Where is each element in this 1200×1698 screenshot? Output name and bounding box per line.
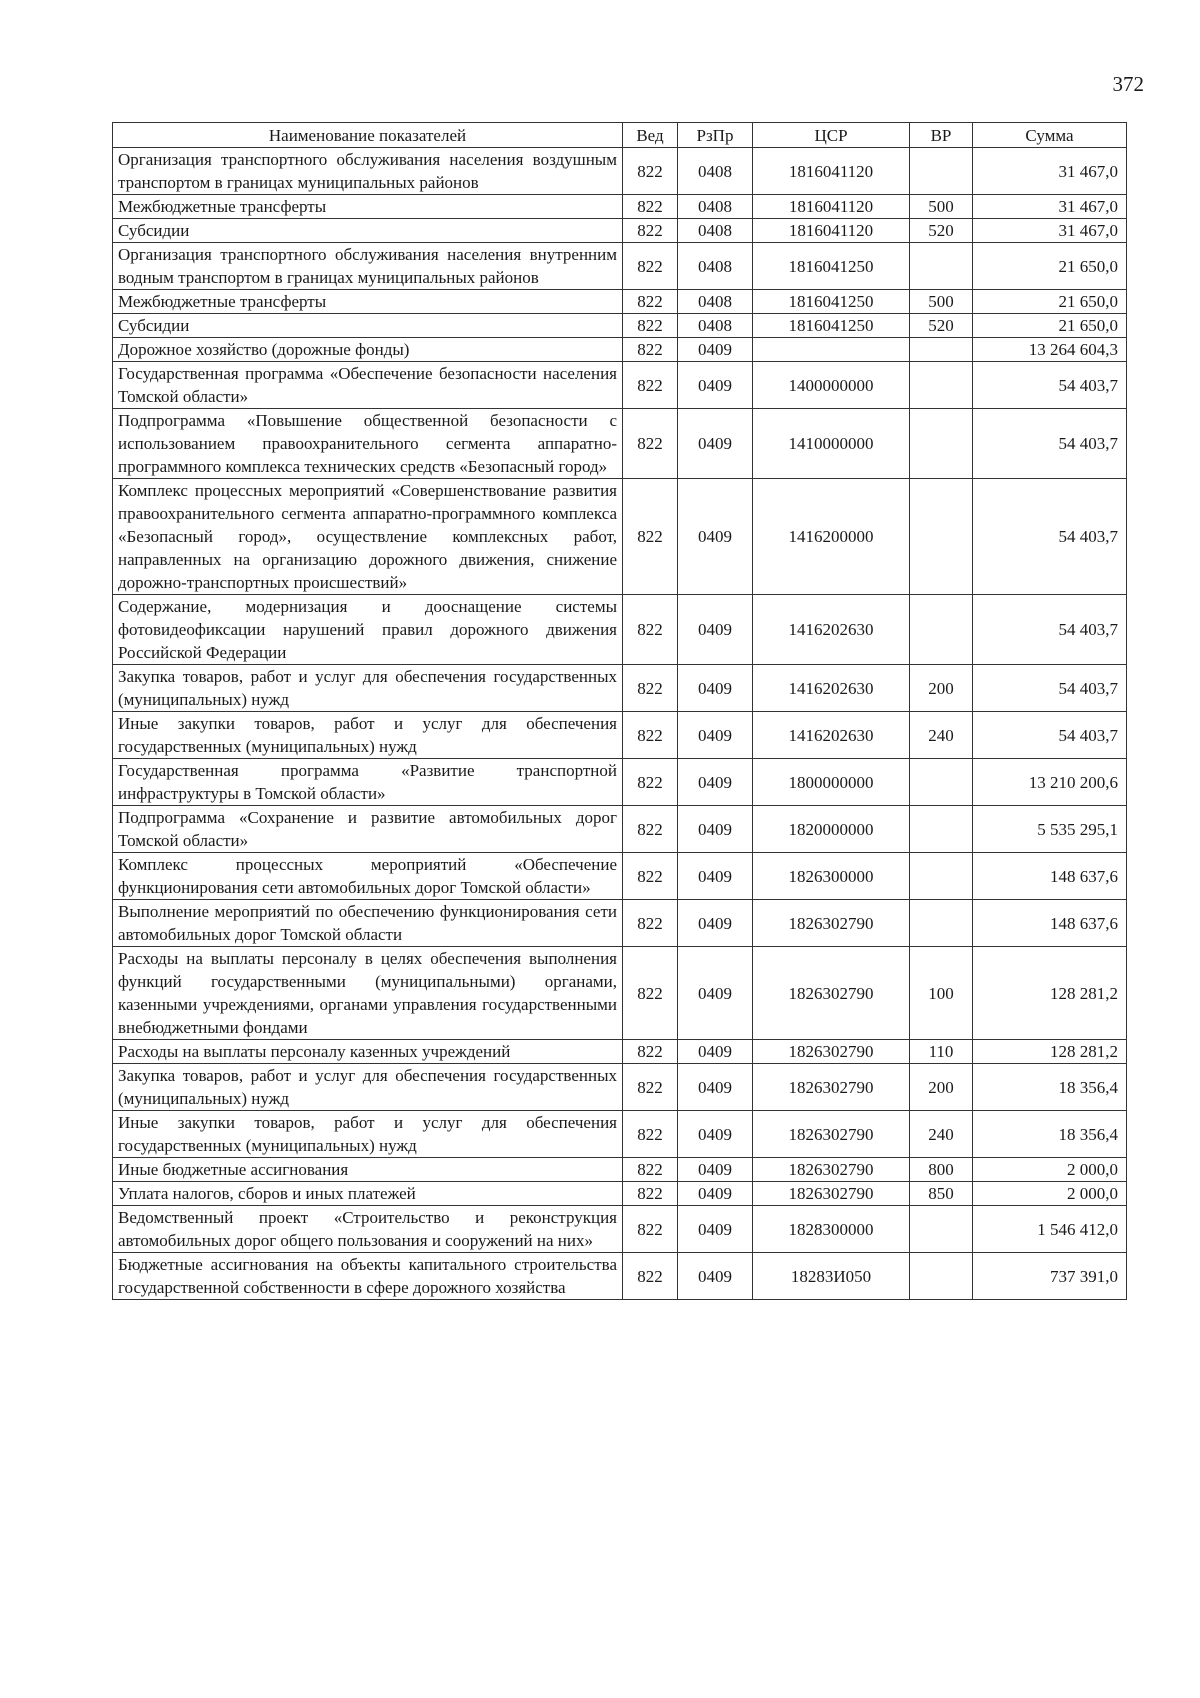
cell-sum: 2 000,0 xyxy=(973,1158,1127,1182)
cell-vr xyxy=(910,338,973,362)
table-row xyxy=(113,712,1127,759)
cell-vr: 110 xyxy=(910,1040,973,1064)
cell-ved: 822 xyxy=(623,243,678,290)
cell-vr: 200 xyxy=(910,665,973,712)
cell-name: Иные закупки товаров, работ и услуг для обеспечения государственных (муниципальных) нужд xyxy=(113,1111,623,1158)
cell-sum: 54 403,7 xyxy=(973,409,1127,479)
table-row xyxy=(113,806,1127,853)
table-row xyxy=(113,479,1127,595)
cell-csr: 1826302790 xyxy=(753,947,910,1040)
cell-vr xyxy=(910,479,973,595)
cell-name: Подпрограмма «Сохранение и развитие автомобильных дорог Томской области» xyxy=(113,806,623,853)
table-row xyxy=(113,195,1127,219)
cell-vr xyxy=(910,362,973,409)
cell-rzpr: 0409 xyxy=(678,947,753,1040)
cell-rzpr: 0409 xyxy=(678,1064,753,1111)
cell-vr: 240 xyxy=(910,712,973,759)
cell-csr: 1816041120 xyxy=(753,195,910,219)
cell-csr: 1816041120 xyxy=(753,148,910,195)
table-body xyxy=(113,148,1127,1300)
cell-sum: 54 403,7 xyxy=(973,665,1127,712)
table-row xyxy=(113,947,1127,1040)
table-row xyxy=(113,314,1127,338)
cell-rzpr: 0409 xyxy=(678,1253,753,1300)
cell-vr xyxy=(910,1206,973,1253)
cell-name: Иные закупки товаров, работ и услуг для обеспечения государственных (муниципальных) нужд xyxy=(113,712,623,759)
cell-name: Государственная программа «Обеспечение безопасности населения Томской области» xyxy=(113,362,623,409)
cell-name: Закупка товаров, работ и услуг для обеспечения государственных (муниципальных) нужд xyxy=(113,665,623,712)
cell-rzpr: 0409 xyxy=(678,595,753,665)
cell-rzpr: 0409 xyxy=(678,1040,753,1064)
cell-csr: 1826302790 xyxy=(753,1158,910,1182)
cell-rzpr: 0409 xyxy=(678,712,753,759)
table-row xyxy=(113,290,1127,314)
cell-sum: 54 403,7 xyxy=(973,479,1127,595)
cell-csr: 1416202630 xyxy=(753,595,910,665)
cell-rzpr: 0409 xyxy=(678,853,753,900)
cell-name: Подпрограмма «Повышение общественной безопасности с использованием правоохранительного сегмента аппаратно-программного комплекса технических средств «Безопасный город» xyxy=(113,409,623,479)
cell-rzpr: 0409 xyxy=(678,1206,753,1253)
cell-ved: 822 xyxy=(623,1253,678,1300)
cell-name: Выполнение мероприятий по обеспечению функционирования сети автомобильных дорог Томской области xyxy=(113,900,623,947)
cell-ved: 822 xyxy=(623,479,678,595)
cell-name: Межбюджетные трансферты xyxy=(113,195,623,219)
cell-rzpr: 0409 xyxy=(678,900,753,947)
cell-vr xyxy=(910,806,973,853)
cell-vr xyxy=(910,243,973,290)
cell-ved: 822 xyxy=(623,148,678,195)
cell-name: Расходы на выплаты персоналу в целях обеспечения выполнения функций государственными (муниципальными) органами, казенными учреждениями, органами управления государственными внебюджетными фондами xyxy=(113,947,623,1040)
cell-sum: 148 637,6 xyxy=(973,853,1127,900)
cell-rzpr: 0409 xyxy=(678,806,753,853)
cell-ved: 822 xyxy=(623,219,678,243)
header-sum: Сумма xyxy=(973,123,1127,148)
cell-csr: 1826302790 xyxy=(753,900,910,947)
cell-sum: 31 467,0 xyxy=(973,219,1127,243)
cell-vr: 800 xyxy=(910,1158,973,1182)
cell-rzpr: 0409 xyxy=(678,759,753,806)
cell-ved: 822 xyxy=(623,947,678,1040)
cell-sum: 13 264 604,3 xyxy=(973,338,1127,362)
cell-rzpr: 0409 xyxy=(678,338,753,362)
cell-ved: 822 xyxy=(623,1158,678,1182)
cell-ved: 822 xyxy=(623,900,678,947)
cell-rzpr: 0408 xyxy=(678,290,753,314)
cell-csr: 1826302790 xyxy=(753,1040,910,1064)
cell-rzpr: 0408 xyxy=(678,243,753,290)
cell-name: Субсидии xyxy=(113,314,623,338)
table-row xyxy=(113,853,1127,900)
cell-rzpr: 0409 xyxy=(678,409,753,479)
cell-sum: 54 403,7 xyxy=(973,712,1127,759)
cell-csr: 1826302790 xyxy=(753,1111,910,1158)
cell-name: Субсидии xyxy=(113,219,623,243)
cell-rzpr: 0409 xyxy=(678,362,753,409)
cell-ved: 822 xyxy=(623,853,678,900)
cell-vr xyxy=(910,409,973,479)
cell-vr xyxy=(910,595,973,665)
cell-name: Комплекс процессных мероприятий «Совершенствование развития правоохранительного сегмента аппаратно-программного комплекса «Безопасный город», осуществление комплексных работ, направленных на организацию дорожного движения, снижение дорожно-транспортных происшествий» xyxy=(113,479,623,595)
cell-csr: 1826302790 xyxy=(753,1182,910,1206)
cell-ved: 822 xyxy=(623,806,678,853)
cell-name: Дорожное хозяйство (дорожные фонды) xyxy=(113,338,623,362)
cell-rzpr: 0408 xyxy=(678,195,753,219)
cell-rzpr: 0409 xyxy=(678,665,753,712)
header-csr: ЦСР xyxy=(753,123,910,148)
cell-ved: 822 xyxy=(623,1206,678,1253)
cell-csr: 1820000000 xyxy=(753,806,910,853)
cell-ved: 822 xyxy=(623,712,678,759)
cell-csr: 1416202630 xyxy=(753,712,910,759)
cell-vr: 520 xyxy=(910,314,973,338)
cell-ved: 822 xyxy=(623,1182,678,1206)
cell-csr: 1416200000 xyxy=(753,479,910,595)
header-ved: Вед xyxy=(623,123,678,148)
cell-ved: 822 xyxy=(623,362,678,409)
table-row xyxy=(113,1158,1127,1182)
table-header-row xyxy=(113,123,1127,148)
cell-sum: 1 546 412,0 xyxy=(973,1206,1127,1253)
cell-sum: 54 403,7 xyxy=(973,595,1127,665)
table-row xyxy=(113,243,1127,290)
cell-sum: 18 356,4 xyxy=(973,1111,1127,1158)
table-row xyxy=(113,1111,1127,1158)
cell-vr: 850 xyxy=(910,1182,973,1206)
table-row xyxy=(113,338,1127,362)
cell-sum: 128 281,2 xyxy=(973,947,1127,1040)
cell-ved: 822 xyxy=(623,1111,678,1158)
cell-ved: 822 xyxy=(623,759,678,806)
table-row xyxy=(113,219,1127,243)
cell-vr xyxy=(910,1253,973,1300)
cell-sum: 21 650,0 xyxy=(973,314,1127,338)
header-vr: ВР xyxy=(910,123,973,148)
cell-ved: 822 xyxy=(623,1064,678,1111)
cell-ved: 822 xyxy=(623,195,678,219)
cell-vr: 520 xyxy=(910,219,973,243)
cell-name: Ведомственный проект «Строительство и реконструкция автомобильных дорог общего пользования и сооружений на них» xyxy=(113,1206,623,1253)
cell-vr: 500 xyxy=(910,290,973,314)
cell-rzpr: 0409 xyxy=(678,1182,753,1206)
table-row xyxy=(113,148,1127,195)
cell-sum: 148 637,6 xyxy=(973,900,1127,947)
cell-rzpr: 0408 xyxy=(678,148,753,195)
table-row xyxy=(113,900,1127,947)
cell-rzpr: 0409 xyxy=(678,479,753,595)
cell-name: Организация транспортного обслуживания населения воздушным транспортом в границах муниципальных районов xyxy=(113,148,623,195)
cell-vr: 100 xyxy=(910,947,973,1040)
cell-csr: 1800000000 xyxy=(753,759,910,806)
table-row xyxy=(113,409,1127,479)
table-row xyxy=(113,362,1127,409)
cell-sum: 31 467,0 xyxy=(973,148,1127,195)
table-row xyxy=(113,1064,1127,1111)
table-row xyxy=(113,1040,1127,1064)
cell-vr xyxy=(910,853,973,900)
cell-ved: 822 xyxy=(623,665,678,712)
cell-name: Комплекс процессных мероприятий «Обеспечение функционирования сети автомобильных дорог Томской области» xyxy=(113,853,623,900)
cell-csr: 1410000000 xyxy=(753,409,910,479)
cell-sum: 54 403,7 xyxy=(973,362,1127,409)
cell-name: Уплата налогов, сборов и иных платежей xyxy=(113,1182,623,1206)
cell-csr: 1816041120 xyxy=(753,219,910,243)
cell-sum: 5 535 295,1 xyxy=(973,806,1127,853)
cell-ved: 822 xyxy=(623,409,678,479)
budget-table xyxy=(112,122,1127,1300)
cell-ved: 822 xyxy=(623,595,678,665)
cell-csr xyxy=(753,338,910,362)
cell-name: Содержание, модернизация и дооснащение системы фотовидеофиксации нарушений правил дорожного движения Российской Федерации xyxy=(113,595,623,665)
cell-name: Организация транспортного обслуживания населения внутренним водным транспортом в границах муниципальных районов xyxy=(113,243,623,290)
cell-sum: 13 210 200,6 xyxy=(973,759,1127,806)
cell-ved: 822 xyxy=(623,1040,678,1064)
cell-rzpr: 0409 xyxy=(678,1158,753,1182)
cell-vr xyxy=(910,900,973,947)
cell-csr: 18283И050 xyxy=(753,1253,910,1300)
cell-name: Расходы на выплаты персоналу казенных учреждений xyxy=(113,1040,623,1064)
cell-name: Иные бюджетные ассигнования xyxy=(113,1158,623,1182)
cell-rzpr: 0408 xyxy=(678,219,753,243)
cell-name: Государственная программа «Развитие транспортной инфраструктуры в Томской области» xyxy=(113,759,623,806)
cell-ved: 822 xyxy=(623,314,678,338)
cell-name: Бюджетные ассигнования на объекты капитального строительства государственной собственности в сфере дорожного хозяйства xyxy=(113,1253,623,1300)
cell-name: Закупка товаров, работ и услуг для обеспечения государственных (муниципальных) нужд xyxy=(113,1064,623,1111)
cell-csr: 1416202630 xyxy=(753,665,910,712)
table-row xyxy=(113,665,1127,712)
table-row xyxy=(113,1253,1127,1300)
cell-csr: 1816041250 xyxy=(753,243,910,290)
cell-csr: 1826302790 xyxy=(753,1064,910,1111)
cell-csr: 1826300000 xyxy=(753,853,910,900)
cell-sum: 18 356,4 xyxy=(973,1064,1127,1111)
cell-vr: 500 xyxy=(910,195,973,219)
header-name: Наименование показателей xyxy=(113,123,623,148)
cell-sum: 737 391,0 xyxy=(973,1253,1127,1300)
cell-csr: 1816041250 xyxy=(753,314,910,338)
cell-vr: 200 xyxy=(910,1064,973,1111)
table-row xyxy=(113,595,1127,665)
cell-sum: 21 650,0 xyxy=(973,243,1127,290)
cell-vr xyxy=(910,148,973,195)
cell-sum: 31 467,0 xyxy=(973,195,1127,219)
table-row xyxy=(113,1206,1127,1253)
cell-sum: 21 650,0 xyxy=(973,290,1127,314)
cell-name: Межбюджетные трансферты xyxy=(113,290,623,314)
cell-sum: 128 281,2 xyxy=(973,1040,1127,1064)
cell-csr: 1816041250 xyxy=(753,290,910,314)
table-row xyxy=(113,1182,1127,1206)
cell-rzpr: 0408 xyxy=(678,314,753,338)
cell-ved: 822 xyxy=(623,290,678,314)
cell-csr: 1828300000 xyxy=(753,1206,910,1253)
page-number: 372 xyxy=(1112,72,1144,96)
cell-sum: 2 000,0 xyxy=(973,1182,1127,1206)
cell-vr: 240 xyxy=(910,1111,973,1158)
table-row xyxy=(113,759,1127,806)
cell-rzpr: 0409 xyxy=(678,1111,753,1158)
header-rzpr: РзПр xyxy=(678,123,753,148)
cell-vr xyxy=(910,759,973,806)
cell-ved: 822 xyxy=(623,338,678,362)
cell-csr: 1400000000 xyxy=(753,362,910,409)
